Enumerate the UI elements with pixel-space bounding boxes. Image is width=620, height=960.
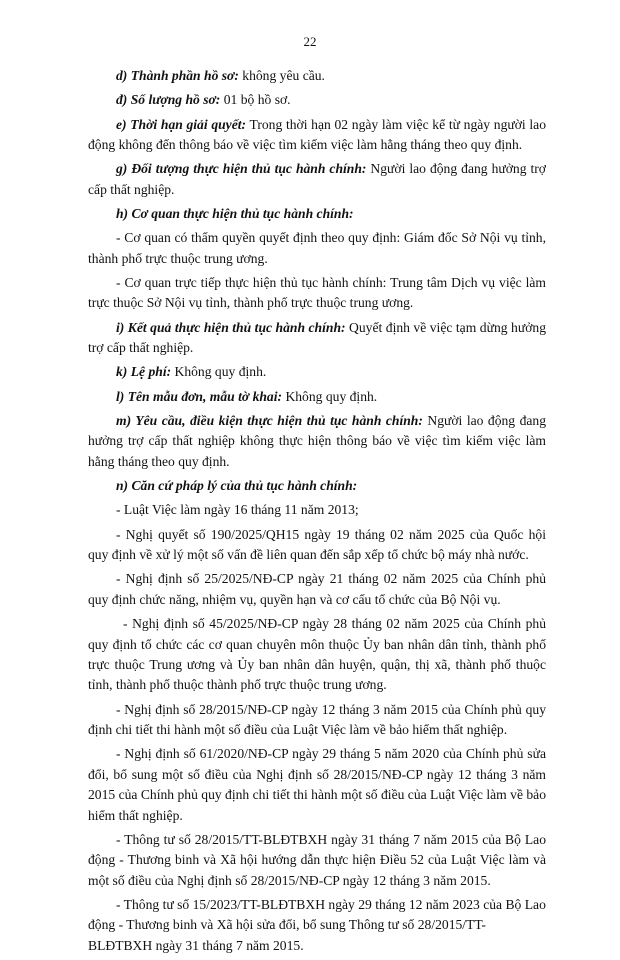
- section-l: [88, 387, 546, 407]
- legal-basis-item: - Nghị định số 45/2025/NĐ-CP ngày 28 tháng 02 năm 2025 của Chính phủ quy định tổ chức các cơ quan chuyên môn thuộc Ủy ban nhân dân tỉnh, thành phố trực thuộc Trung ương và Ủy ban nhân dân huyện, quận, thị xã, thành phố thuộc tỉnh, thành phố thuộc thành phố trực thuộc trung ương.: [88, 616, 546, 693]
- section-n-heading: n) Căn cứ pháp lý của thủ tục hành chính:: [116, 478, 358, 494]
- section-d: [88, 66, 546, 86]
- section-e: [88, 115, 546, 156]
- section-i: [88, 318, 546, 359]
- legal-basis-item: - Nghị định số 28/2015/NĐ-CP ngày 12 tháng 3 năm 2015 của Chính phủ quy định chi tiết thi hành một số điều của Luật Việc làm về bảo hiểm thất nghiệp.: [88, 701, 546, 738]
- section-g: [88, 159, 546, 200]
- section-m-text: Người lao động đang hưởng trợ cấp thất nghiệp không thực hiện thông báo về việc tìm kiếm việc làm hằng tháng theo quy định.: [88, 413, 546, 469]
- section-m: [88, 411, 546, 472]
- section-g-heading: g) Đối tượng thực hiện thủ tục hành chính:: [116, 161, 367, 177]
- document-body: [88, 66, 546, 960]
- section-l-heading: l) Tên mẫu đơn, mẫu tờ khai:: [116, 388, 283, 404]
- section-d-text: không yêu cầu.: [238, 68, 325, 83]
- section-h-bullet: - Cơ quan trực tiếp thực hiện thủ tục hành chính: Trung tâm Dịch vụ việc làm trực thuộc Sở Nội vụ tỉnh, thành phố trực thuộc trung ương.: [88, 275, 546, 311]
- legal-basis-item: - Thông tư số 15/2023/TT-BLĐTBXH ngày 29 tháng 12 năm 2023 của Bộ Lao động - Thương binh và Xã hội sửa đổi, bổ sung Thông tư số 28/2015/TT-BLĐTBXH ngày 31 tháng 7 năm 2015.: [88, 896, 546, 953]
- legal-basis-item: - Nghị định số 25/2025/NĐ-CP ngày 21 tháng 02 năm 2025 của Chính phủ quy định chức năng, nhiệm vụ, quyền hạn và cơ cấu tổ chức của Bộ Nội vụ.: [88, 571, 546, 607]
- section-dd: [88, 90, 546, 110]
- section-n: [88, 476, 546, 496]
- section-g-text: Người lao động đang hưởng trợ cấp thất nghiệp.: [88, 161, 546, 197]
- legal-basis-item: - Nghị quyết số 190/2025/QH15 ngày 19 tháng 02 năm 2025 của Quốc hội quy định về xử lý một số vấn đề liên quan đến sắp xếp tổ chức bộ máy nhà nước.: [88, 526, 546, 563]
- section-k: [88, 362, 546, 382]
- section-e-text: Trong thời hạn 02 ngày làm việc kể từ ngày người lao động không đến thông báo về việc tìm kiếm việc làm hằng tháng theo quy định.: [88, 116, 546, 152]
- section-h-heading: h) Cơ quan thực hiện thủ tục hành chính:: [116, 206, 354, 221]
- section-dd-text: 01 bộ hồ sơ.: [220, 92, 291, 108]
- legal-basis-item: - Luật Việc làm ngày 16 tháng 11 năm 2013;: [116, 502, 359, 518]
- section-dd-heading: đ) Số lượng hồ sơ:: [116, 92, 221, 108]
- section-d-heading: d) Thành phần hồ sơ:: [116, 68, 239, 83]
- section-l-text: Không quy định.: [282, 388, 378, 404]
- section-k-heading: k) Lệ phí:: [116, 364, 172, 380]
- section-i-heading: i) Kết quả thực hiện thủ tục hành chính:: [116, 319, 346, 335]
- legal-basis-item: - Nghị định số 61/2020/NĐ-CP ngày 29 tháng 5 năm 2020 của Chính phủ sửa đổi, bổ sung một số điều của Nghị định số 28/2015/NĐ-CP ngày 12 tháng 3 năm 2015 của Chính phủ quy định chi tiết thi hành một số điều của Luật Việc làm về bảo hiểm thất nghiệp.: [88, 746, 547, 823]
- section-h-bullet: - Cơ quan có thẩm quyền quyết định theo quy định: Giám đốc Sở Nội vụ tỉnh, thành phố trực thuộc trung ương.: [88, 230, 546, 266]
- section-i-text: Quyết định về việc tạm dừng hưởng trợ cấp thất nghiệp.: [88, 319, 546, 356]
- section-e-heading: e) Thời hạn giải quyết:: [116, 116, 247, 132]
- section-k-text: Không quy định.: [171, 364, 267, 380]
- section-m-heading: m) Yêu cầu, điều kiện thực hiện thủ tục hành chính:: [116, 413, 423, 428]
- legal-basis-item: - Thông tư số 28/2015/TT-BLĐTBXH ngày 31 tháng 7 năm 2015 của Bộ Lao động - Thương binh và Xã hội hướng dẫn thực hiện Điều 52 của Luật Việc làm và một số điều của Nghị định số 28/2015/NĐ-CP ngày 12 tháng 3 năm 2015.: [88, 831, 546, 888]
- section-h: [88, 204, 546, 224]
- page-number: 22: [303, 34, 317, 49]
